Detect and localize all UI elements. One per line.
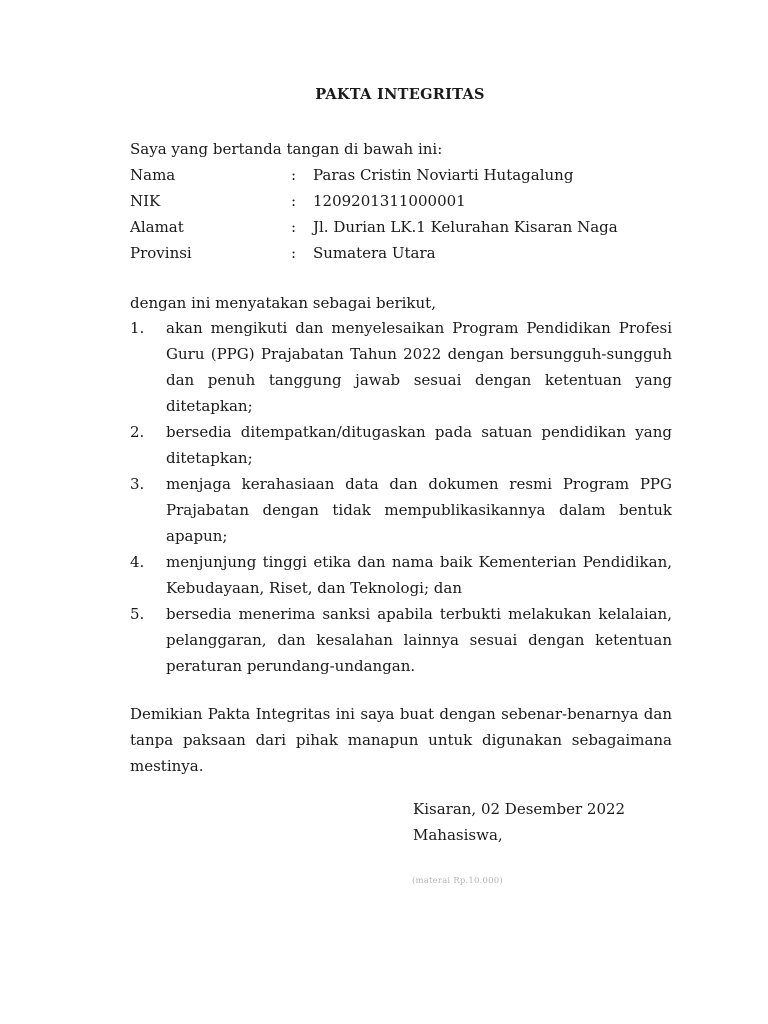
identity-value: Jl. Durian LK.1 Kelurahan Kisaran Naga (313, 218, 618, 236)
identity-value: Sumatera Utara (313, 244, 436, 262)
signer-role: Mahasiswa, (413, 826, 503, 844)
intro-text: Saya yang bertanda tangan di bawah ini: (130, 140, 443, 158)
identity-row-address (130, 214, 618, 240)
identity-row-nik (130, 188, 618, 214)
list-item-text: menjaga kerahasiaan data dan dokumen resmi Program PPG Prajabatan dengan tidak mempublikasikannya dalam bentuk apapun; (166, 475, 672, 545)
identity-row-name (130, 162, 618, 188)
identity-separator: : (291, 218, 297, 236)
identity-separator: : (291, 244, 297, 262)
identity-label: Nama (130, 166, 176, 184)
identity-label: NIK (130, 192, 161, 210)
stamp-note: (materai Rp.10.000) (412, 876, 503, 886)
identity-label: Provinsi (130, 244, 192, 262)
commitment-list (130, 315, 672, 679)
identity-value: 1209201311000001 (313, 192, 466, 210)
identity-row-province (130, 240, 618, 266)
list-item-number: 1. (130, 319, 145, 337)
list-item-number: 5. (130, 605, 145, 623)
list-item-text: bersedia ditempatkan/ditugaskan pada satuan pendidikan yang ditetapkan; (166, 423, 672, 467)
place-date: Kisaran, 02 Desember 2022 (413, 800, 626, 818)
document-title: PAKTA INTEGRITAS (315, 86, 485, 103)
identity-block (130, 162, 618, 266)
list-item-number: 4. (130, 553, 145, 571)
closing-paragraph: Demikian Pakta Integritas ini saya buat dengan sebenar-benarnya dan tanpa paksaan dari pihak manapun untuk digunakan sebagaimana mestinya. (130, 705, 672, 775)
statement-text: dengan ini menyatakan sebagai berikut, (130, 294, 436, 312)
list-item-text: akan mengikuti dan menyelesaikan Program Pendidikan Profesi Guru (PPG) Prajabatan Tahun 2022 dengan bersungguh-sungguh dan penuh tanggung jawab sesuai dengan ketentuan yang ditetapkan; (166, 319, 672, 415)
signature-block (413, 796, 625, 848)
list-item (130, 315, 672, 419)
identity-value: Paras Cristin Noviarti Hutagalung (313, 166, 574, 184)
list-item (130, 419, 672, 471)
list-item (130, 471, 672, 549)
list-item (130, 601, 672, 679)
list-item-text: menjunjung tinggi etika dan nama baik Kementerian Pendidikan, Kebudayaan, Riset, dan Teknologi; dan (166, 553, 672, 597)
identity-separator: : (291, 192, 297, 210)
list-item-number: 3. (130, 475, 145, 493)
identity-separator: : (291, 166, 297, 184)
list-item-number: 2. (130, 423, 145, 441)
list-item (130, 549, 672, 601)
list-item-text: bersedia menerima sanksi apabila terbukti melakukan kelalaian, pelanggaran, dan kesalahan lainnya sesuai dengan ketentuan peraturan perundang-undangan. (166, 605, 672, 675)
identity-label: Alamat (130, 218, 184, 236)
